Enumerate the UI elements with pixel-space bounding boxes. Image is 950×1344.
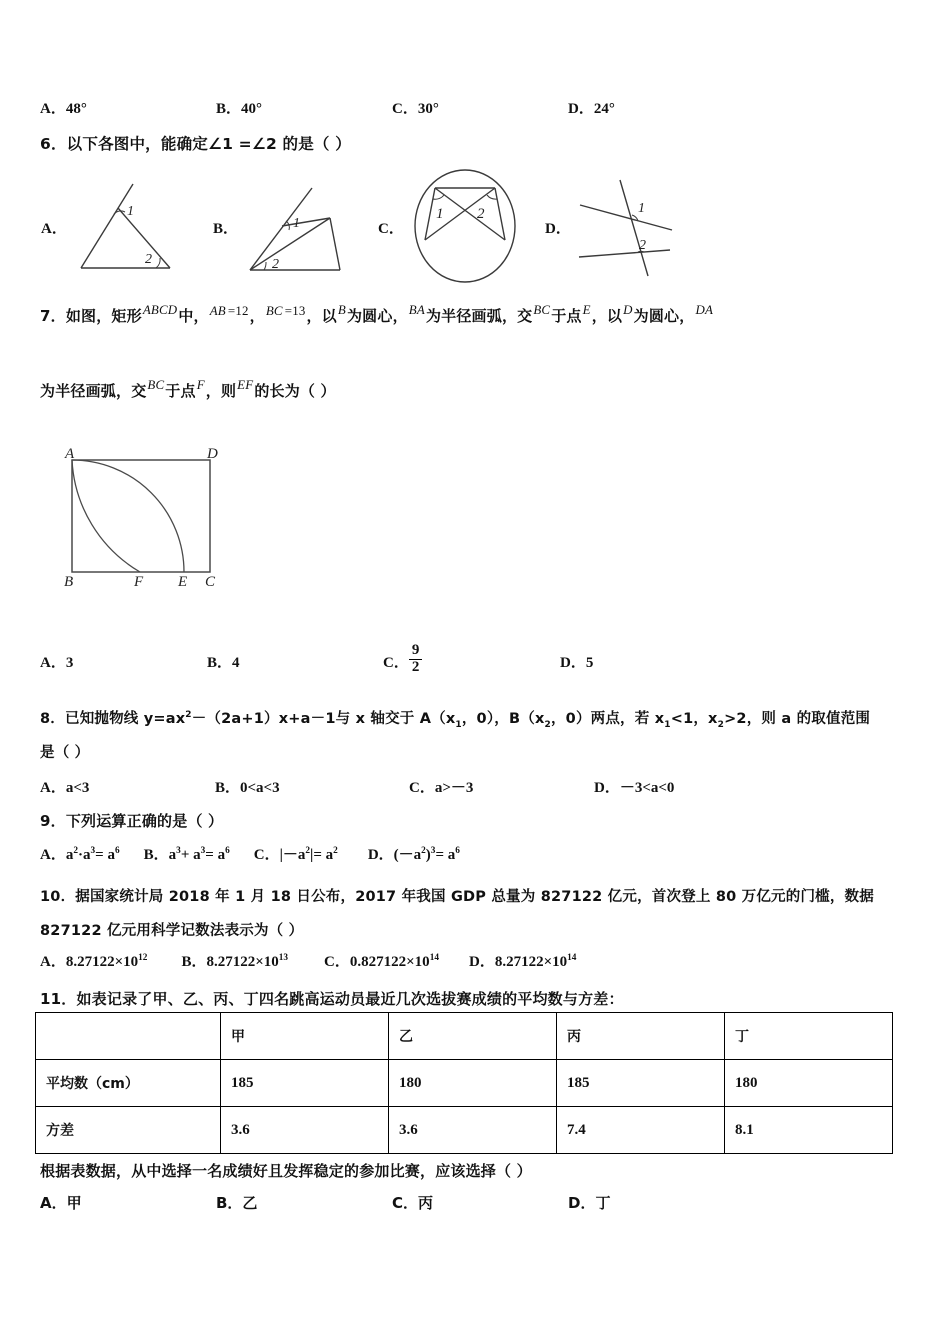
q8-option-b[interactable]: B．0<a<3 <box>215 780 280 796</box>
q11-options-row <box>40 1192 910 1213</box>
q7-point-e: E <box>582 302 591 317</box>
svg-text:2: 2 <box>639 238 646 253</box>
table-cell-variance-ding: 8.1 <box>725 1107 893 1154</box>
table-cell-variance-yi: 3.6 <box>389 1107 557 1154</box>
table-cell-mean-label: 平均数（cm） <box>36 1060 221 1107</box>
q7-bc3: BC <box>147 377 165 392</box>
q8-stem-line2: 是（ ） <box>40 745 90 761</box>
svg-text:B: B <box>64 574 74 588</box>
svg-text:D: D <box>207 448 218 462</box>
table-cell-mean-yi: 180 <box>389 1060 557 1107</box>
q6-figure-c <box>403 166 533 286</box>
q7-point-b: B <box>337 302 346 317</box>
q11-stem: 11．如表记录了甲、乙、丙、丁四名跳高运动员最近几次选拔赛成绩的平均数与方差： <box>40 990 624 1008</box>
q7-option-c[interactable] <box>383 642 560 678</box>
q5-option-c[interactable]: C．30° <box>392 101 439 117</box>
q8-options-row <box>40 776 910 797</box>
q7-weibanjing2: 为半径画弧，交 <box>40 382 147 400</box>
q6-stem: 6．以下各图中，能确定∠1 =∠2 的是（ ） <box>40 135 351 153</box>
q7-yudian1: 于点 <box>551 307 582 325</box>
q7-ba: BA <box>408 302 425 317</box>
q5-options-row <box>40 97 910 118</box>
table-cell-mean-ding: 180 <box>725 1060 893 1107</box>
svg-text:1: 1 <box>293 216 300 231</box>
q9-option-c[interactable]: C．$|-a^2|= a^2$ <box>253 846 338 863</box>
q6-figure-a <box>70 170 200 280</box>
q10-option-a[interactable]: A．$8.27122\times 10^{12}$ <box>40 953 148 970</box>
svg-text:E: E <box>178 574 188 588</box>
q10-option-d[interactable]: D．$8.27122\times 10^{14}$ <box>468 953 577 970</box>
svg-text:1: 1 <box>127 204 134 219</box>
table-cell-variance-jia: 3.6 <box>221 1107 389 1154</box>
q10-options-row <box>40 950 920 971</box>
q7-tail: 的长为（ ） <box>254 382 336 400</box>
q9-stem: 9．下列运算正确的是（ ） <box>40 812 224 830</box>
svg-text:2: 2 <box>145 252 152 267</box>
svg-text:1: 1 <box>436 206 444 222</box>
table-cell-mean-jia: 185 <box>221 1060 389 1107</box>
table-row-header <box>36 1013 893 1060</box>
q7-option-c-fraction <box>409 643 423 676</box>
q7-figure <box>52 448 267 588</box>
fraction-denominator: 2 <box>409 659 423 676</box>
table-cell-header-ding: 丁 <box>725 1013 893 1060</box>
q8-stem-line1: 8．已知抛物线 $y=ax^2-(2a+1)x+a-1$与 x 轴交于 $A(x_1$，0），$B(x_2$，0）两点，若 $x_1<1$，$x_2>2$，则 a 的取值范围 <box>40 710 871 730</box>
q7-options-row <box>40 642 910 678</box>
q7-option-d[interactable]: D．5 <box>560 654 594 671</box>
q7-bc-val: =13 <box>284 303 306 318</box>
q10-option-c[interactable]: C．$0.827122\times 10^{14}$ <box>324 953 439 970</box>
q7-ze: ，则 <box>205 382 237 400</box>
q7-yudian2: 于点 <box>165 382 196 400</box>
q7-lead: 7．如图，矩形 <box>40 307 142 325</box>
q7-ab-val: =12 <box>227 303 249 318</box>
table-row-mean <box>36 1060 893 1107</box>
svg-text:2: 2 <box>477 206 485 222</box>
q7-yi1: ，以 <box>306 307 337 325</box>
q7-comma1: ， <box>249 307 265 325</box>
q11-option-d[interactable]: D．丁 <box>568 1194 611 1212</box>
q9-option-a[interactable]: A．$a^2\cdot a^3= a^6$ <box>40 846 120 863</box>
q7-weiyuanxin2: 为圆心， <box>633 307 695 325</box>
q7-zhong: 中， <box>178 307 209 325</box>
q7-option-a[interactable]: A．3 <box>40 654 74 671</box>
q10-stem-line1: 10．据国家统计局 2018 年 1 月 18 日公布，2017 年我国 GDP 总量为 827122 亿元，首次登上 80 万亿元的门槛，数据 <box>40 889 874 905</box>
q6-option-c-label[interactable]: C． <box>378 221 404 237</box>
q7-ab: AB <box>209 303 226 318</box>
q6-figure-d <box>572 172 697 282</box>
table-row-variance <box>36 1107 893 1154</box>
table-cell-mean-bing: 185 <box>557 1060 725 1107</box>
q11-option-b[interactable]: B．乙 <box>216 1194 258 1212</box>
q5-option-a[interactable]: A．48° <box>40 101 87 117</box>
q7-weiyuanxin1: 为圆心， <box>346 307 408 325</box>
q5-option-d[interactable]: D．24° <box>568 101 615 117</box>
q7-point-f: F <box>196 377 205 392</box>
q5-option-b[interactable]: B．40° <box>216 101 263 117</box>
q11-option-a[interactable]: A．甲 <box>40 1194 82 1212</box>
q7-option-b[interactable]: B．4 <box>207 654 240 671</box>
table-cell-header-blank <box>36 1013 221 1060</box>
svg-text:F: F <box>134 574 144 588</box>
q7-option-c-label: C． <box>383 654 409 671</box>
q7-stem-line2 <box>40 377 640 403</box>
q11-stat-table <box>35 1012 893 1154</box>
table-cell-header-yi: 乙 <box>389 1013 557 1060</box>
q7-yi2: ，以 <box>591 307 623 325</box>
svg-text:C: C <box>205 574 216 588</box>
q7-weibanjing1: 为半径画弧，交 <box>425 307 533 325</box>
q9-options-row <box>40 843 920 864</box>
q6-option-a-label[interactable]: A． <box>41 221 67 237</box>
q8-option-a[interactable]: A．a<3 <box>40 780 90 796</box>
q6-option-b-label[interactable]: B． <box>213 221 239 237</box>
q9-option-b[interactable]: B．$a^3+ a^3= a^6$ <box>143 846 230 863</box>
svg-text:2: 2 <box>272 257 279 272</box>
table-cell-header-jia: 甲 <box>221 1013 389 1060</box>
q8-option-d[interactable]: D．－3<a<0 <box>594 780 675 796</box>
q11-follow-up: 根据表数据，从中选择一名成绩好且发挥稳定的参加比赛，应该选择（ ） <box>40 1162 532 1180</box>
svg-text:1: 1 <box>638 201 645 216</box>
q6-figure-b <box>240 170 370 280</box>
fraction-numerator: 9 <box>411 642 420 658</box>
table-cell-header-bing: 丙 <box>557 1013 725 1060</box>
q7-abcd: ABCD <box>142 302 178 317</box>
q7-ef: EF <box>237 377 254 392</box>
q10-option-b[interactable]: B．$8.27122\times 10^{13}$ <box>181 953 289 970</box>
q7-point-d: D <box>623 302 633 317</box>
q8-option-c[interactable]: C．a>－3 <box>409 780 474 796</box>
svg-text:A: A <box>65 448 75 462</box>
q7-bc2: BC <box>533 302 551 317</box>
q7-da: DA <box>695 302 714 317</box>
q6-option-d-label[interactable]: D． <box>545 221 571 237</box>
q7-stem-line1 <box>40 302 920 328</box>
q9-option-d[interactable]: D．$(-a^2)^3= a^6$ <box>367 846 460 863</box>
table-cell-variance-bing: 7.4 <box>557 1107 725 1154</box>
q11-option-c[interactable]: C．丙 <box>392 1194 434 1212</box>
table-cell-variance-label: 方差 <box>36 1107 221 1154</box>
q7-bc: BC <box>265 303 283 318</box>
q10-stem-line2: 827122 亿元用科学记数法表示为（ ） <box>40 923 304 939</box>
